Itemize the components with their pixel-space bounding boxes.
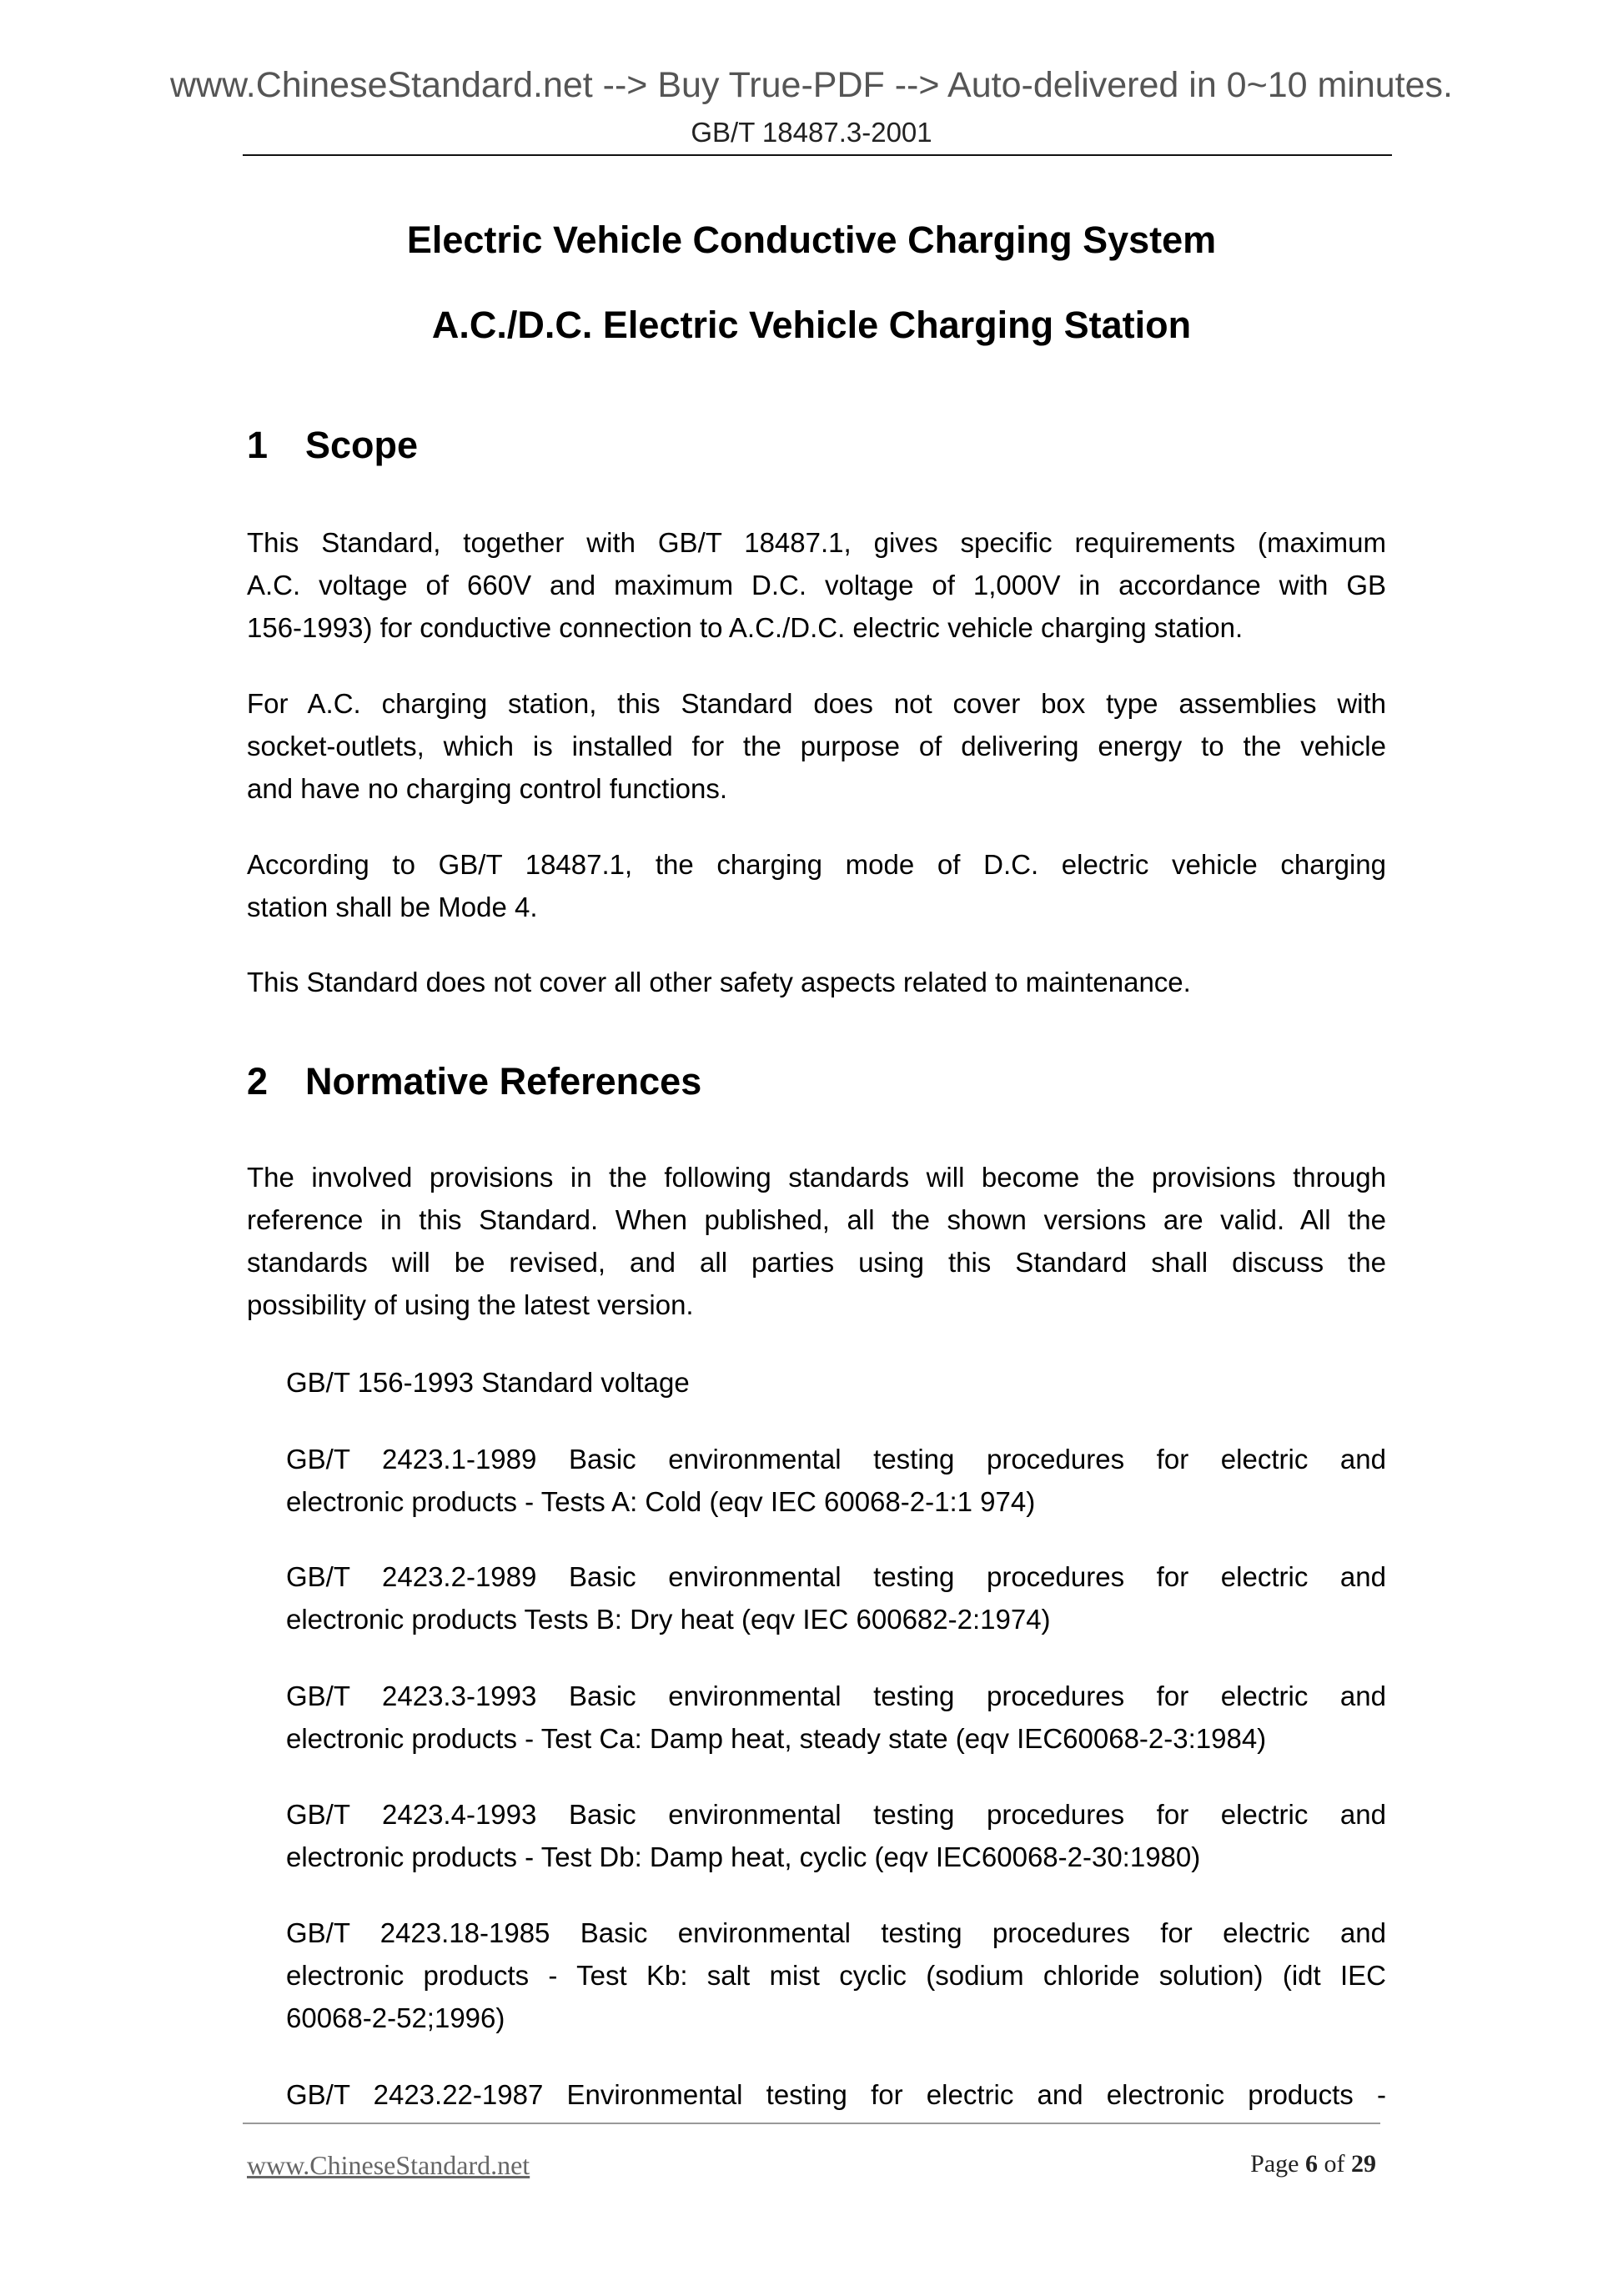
text-line: This Standard does not cover all other safety aspects related to maintenance. xyxy=(247,967,1191,997)
current-page: 6 xyxy=(1305,2150,1318,2178)
text-line: socket-outlets, which is installed for the purpose of delivering energy to the vehicle xyxy=(247,731,1386,761)
reference-item xyxy=(286,1438,1386,1523)
reference-item xyxy=(286,1361,1386,1404)
text-line: GB/T 2423.3-1993 Basic environmental testing procedures for electric and xyxy=(286,1681,1386,1711)
text-line: For A.C. charging station, this Standard does not cover box type assemblies with xyxy=(247,688,1386,719)
paragraph xyxy=(247,682,1386,810)
text-line: 156-1993) for conductive connection to A.C./D.C. electric vehicle charging station. xyxy=(247,612,1244,643)
total-pages: 29 xyxy=(1351,2150,1376,2178)
text-line: According to GB/T 18487.1, the charging mode of D.C. electric vehicle charging xyxy=(247,849,1386,880)
text-line: possibility of using the latest version. xyxy=(247,1289,694,1320)
text-line: This Standard, together with GB/T 18487.1, gives specific requirements (maximum xyxy=(247,527,1386,558)
text-line: GB/T 2423.2-1989 Basic environmental testing procedures for electric and xyxy=(286,1561,1386,1592)
text-line: electronic products - Test Kb: salt mist cyclic (sodium chloride solution) (idt IEC xyxy=(286,1960,1386,1991)
text-line: GB/T 2423.4-1993 Basic environmental testing procedures for electric and xyxy=(286,1799,1386,1830)
page-label: Page xyxy=(1250,2150,1299,2178)
section-number: 2 xyxy=(247,1060,269,1103)
text-line: A.C. voltage of 660V and maximum D.C. voltage of 1,000V in accordance with GB xyxy=(247,570,1386,600)
section-heading-scope xyxy=(247,424,418,467)
text-line: and have no charging control functions. xyxy=(247,773,728,804)
page-of-label: of xyxy=(1324,2150,1345,2178)
text-line: GB/T 2423.22-1987 Environmental testing for electric and electronic products - xyxy=(286,2079,1386,2110)
paragraph xyxy=(247,521,1386,649)
document-subtitle: A.C./D.C. Electric Vehicle Charging Station xyxy=(431,304,1192,346)
text-line: The involved provisions in the following standards will become the provisions through xyxy=(247,1162,1386,1193)
text-line: electronic products - Test Ca: Damp heat, steady state (eqv IEC60068-2-3:1984) xyxy=(286,1723,1267,1754)
text-line: electronic products - Tests A: Cold (eqv IEC 60068-2-1:1 974) xyxy=(286,1486,1036,1517)
reference-item xyxy=(286,1793,1386,1878)
header-banner: www.ChineseStandard.net --> Buy True-PDF --> Auto-delivered in 0~10 minutes. xyxy=(169,65,1453,105)
reference-item xyxy=(286,1912,1386,2039)
paragraph xyxy=(247,1156,1386,1326)
section-heading-normative-references xyxy=(247,1060,701,1103)
section-number: 1 xyxy=(247,424,269,466)
text-line: GB/T 2423.1-1989 Basic environmental testing procedures for electric and xyxy=(286,1444,1386,1475)
text-line: station shall be Mode 4. xyxy=(247,892,538,922)
paragraph xyxy=(247,961,1386,1003)
text-line: GB/T 2423.18-1985 Basic environmental testing procedures for electric and xyxy=(286,1917,1386,1948)
footer-divider xyxy=(243,2123,1380,2124)
reference-item xyxy=(286,1555,1386,1640)
reference-item xyxy=(286,1675,1386,1760)
section-title: Scope xyxy=(305,424,419,466)
reference-item xyxy=(286,2073,1386,2116)
paragraph xyxy=(247,843,1386,928)
section-title: Normative References xyxy=(305,1060,702,1103)
text-line: electronic products Tests B: Dry heat (eqv IEC 600682-2:1974) xyxy=(286,1604,1051,1635)
footer-website-link[interactable]: www.ChineseStandard.net xyxy=(247,2150,530,2180)
text-line: reference in this Standard. When published, all the shown versions are valid. All the xyxy=(247,1204,1386,1235)
text-line: 60068-2-52;1996) xyxy=(286,2002,505,2033)
header-divider xyxy=(243,154,1392,156)
document-title: Electric Vehicle Conductive Charging System xyxy=(406,219,1217,261)
text-line: GB/T 156-1993 Standard voltage xyxy=(286,1367,690,1398)
text-line: electronic products - Test Db: Damp heat, cyclic (eqv IEC60068-2-30:1980) xyxy=(286,1841,1201,1872)
text-line: standards will be revised, and all parties using this Standard shall discuss the xyxy=(247,1247,1386,1278)
standard-number: GB/T 18487.3-2001 xyxy=(691,117,932,148)
page-number xyxy=(1168,2150,1376,2178)
